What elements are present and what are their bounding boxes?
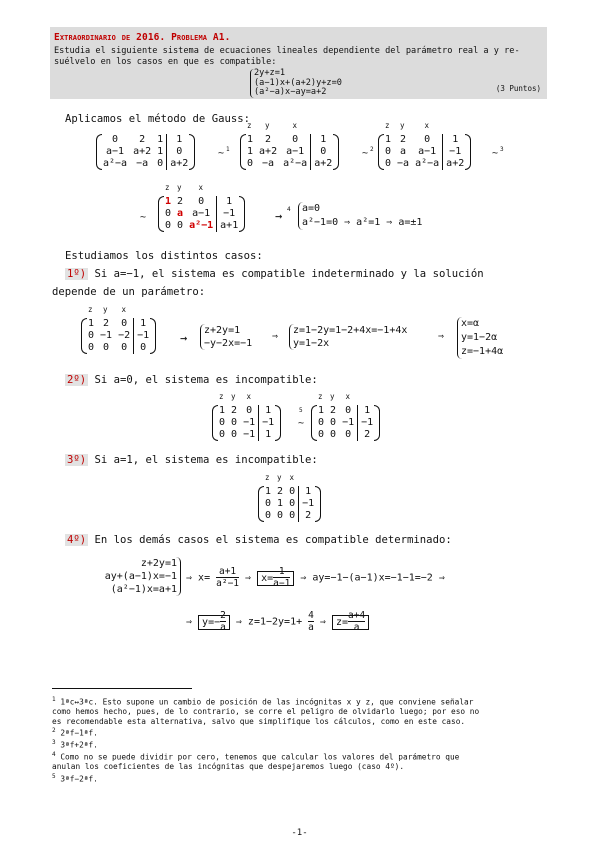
matrix-cell: 0 — [154, 158, 167, 170]
column-header: y — [277, 473, 282, 482]
case-4-line: 4º) En los demás casos el sistema es compatible determinado: — [67, 534, 452, 546]
matrix-cell: 0 — [286, 486, 299, 498]
column-header: y — [330, 392, 335, 401]
matrix-cell: −1 — [240, 417, 259, 429]
footnote-text: anulan los coeficientes de las incógnitas que despejaremos luego (caso 4º). — [52, 762, 405, 772]
matrix-cell: 2 — [265, 134, 272, 145]
matrix-cell: −1 — [361, 417, 374, 428]
case-2-number: 2º) — [67, 374, 87, 386]
matrix-cell: 0 — [88, 342, 95, 353]
matrix-row — [382, 158, 467, 170]
matrix-cell: 0 — [277, 510, 284, 521]
matrix-cell: 0 — [318, 429, 325, 440]
footnote-line — [52, 772, 552, 784]
matrix-cell: −1 — [137, 330, 150, 341]
matrix-row — [382, 146, 467, 158]
footnote-rule — [52, 688, 192, 689]
matrix-row — [262, 510, 317, 522]
matrix-cell: 0 — [320, 146, 327, 157]
matrix-cell: 1 — [226, 196, 233, 207]
case-2-matrix-b-wrap — [315, 392, 376, 441]
matrix-row — [85, 342, 152, 354]
matrix-cell: 0 — [219, 429, 226, 440]
matrix-cell: −1 — [262, 417, 275, 428]
column-header: z — [385, 121, 390, 130]
matrix-cell: 1 — [154, 134, 167, 146]
matrix-cell: 0 — [231, 417, 238, 428]
matrix-row — [162, 196, 241, 208]
matrix-cell: a+2 — [314, 158, 333, 169]
column-header: x — [198, 183, 204, 192]
footnote-line — [52, 738, 552, 750]
matrix-row — [315, 405, 376, 417]
gauss-matrix-4-wrap — [162, 183, 241, 232]
problem-header — [50, 27, 547, 99]
matrix-cell: 0 — [339, 429, 358, 441]
matrix-cell: −a — [262, 158, 275, 169]
case-1-line1: 1º) Si a=−1, el sistema es compatible indeterminado y la solución — [67, 268, 484, 280]
matrix-cell: a — [177, 208, 184, 219]
matrix-row — [85, 318, 152, 330]
matrix-cell: 1 — [364, 405, 371, 416]
matrix-cell: 1 — [176, 134, 183, 145]
matrix-cell: 0 — [112, 134, 119, 145]
case-4-number: 4º) — [67, 534, 87, 546]
matrix-cell: 1 — [318, 405, 325, 416]
footnote-line — [52, 750, 552, 762]
column-header: z — [318, 392, 323, 401]
matrix-cell: a²−a — [412, 158, 443, 170]
parameter-conditions: a=0 a²−1=0 ⇒ a²=1 ⇒ a=±1 — [298, 202, 422, 230]
matrix-cell: 0 — [231, 429, 238, 440]
footnote-text: 1ªc↔3ªc. Esto supone un cambio de posición de las incógnitas x y z, que conviene señalar — [60, 697, 474, 707]
case-1-solution: x=α y=1−2α z=−1+4α — [457, 317, 503, 359]
column-header: x — [289, 473, 295, 482]
matrix-cell: 2 — [330, 405, 337, 416]
matrix-cell: 1 — [265, 486, 272, 497]
matrix-row — [315, 429, 376, 441]
matrix-row — [162, 208, 241, 220]
gauss-matrix-2-wrap — [244, 121, 335, 170]
matrix-cell: 0 — [177, 220, 184, 231]
footnote-text: es recomendable esta alternativa, salvo que simplifique los cálculos, como en este caso. — [52, 716, 466, 726]
case-2-matrix-a — [216, 392, 277, 441]
column-header: x — [121, 305, 127, 314]
footnote-number: 3 — [52, 739, 56, 747]
matrix-cell: 1 — [247, 134, 254, 145]
matrix-cell: 1 — [140, 318, 147, 329]
footnote-text: 3ªf−2ªf. — [60, 774, 98, 784]
matrix-row — [100, 134, 191, 146]
matrix-cell: 1 — [385, 134, 392, 145]
matrix-cell: 0 — [240, 405, 259, 417]
matrix-cell: 0 — [412, 134, 443, 146]
matrix-cell: 0 — [286, 510, 299, 522]
column-header: x — [292, 121, 298, 130]
matrix-cell: 0 — [115, 342, 134, 354]
column-header: z — [219, 392, 224, 401]
matrix-row — [262, 486, 317, 498]
matrix-cell: 0 — [330, 417, 337, 428]
footnote-number: 2 — [52, 727, 56, 735]
matrix-row — [262, 498, 317, 510]
matrix-cell: 0 — [265, 498, 272, 509]
z-result-box: z= $\frac{a+4}{a}$ — [332, 615, 369, 630]
case-3-matrix — [262, 473, 317, 522]
matrix-cell: 2 — [277, 486, 284, 497]
matrix-cell: 0 — [165, 220, 172, 231]
matrix-cell: −1 — [339, 417, 358, 429]
matrix-cell: 2 — [139, 134, 146, 145]
matrix-row — [244, 158, 335, 170]
matrix-row — [162, 220, 241, 232]
matrix-cell: 1 — [247, 146, 254, 157]
matrix-cell: 1 — [219, 405, 226, 416]
column-header: y — [400, 121, 405, 130]
footnote-text: 2ªf−1ªf. — [60, 728, 98, 738]
matrix-cell: a−1 — [186, 208, 217, 220]
footnote-number: 1 — [52, 696, 56, 703]
matrix-cell: 0 — [265, 510, 272, 521]
matrix-cell: a²−1 — [186, 220, 217, 232]
matrix-cell: a+2 — [170, 158, 189, 169]
matrix-cell: 0 — [88, 330, 95, 341]
matrix-cell: 0 — [247, 158, 254, 169]
matrix-cell: −a — [136, 158, 149, 169]
matrix-cell: a — [400, 146, 407, 157]
footnote-number: 5 — [52, 772, 56, 780]
matrix-row — [382, 134, 467, 146]
matrix-cell: −1 — [100, 330, 113, 341]
footnote-text: Como no se puede dividir por cero, tenemos que calcular los valores del parámetro que — [60, 752, 460, 762]
case-1-matrix-wrap — [85, 305, 152, 354]
matrix-cell: 0 — [286, 498, 299, 510]
matrix-cell: 0 — [339, 405, 358, 417]
column-header: z — [265, 473, 270, 482]
matrix-cell: 0 — [176, 146, 183, 157]
matrix-cell: 2 — [305, 510, 312, 521]
matrix-cell: 0 — [385, 146, 392, 157]
gauss-intro: Aplicamos el método de Gauss: — [65, 113, 250, 125]
case-1-system-a: z+2y=1 −y−2x=−1 — [200, 324, 252, 350]
matrix-cell: 0 — [103, 342, 110, 353]
matrix-1 — [100, 134, 191, 170]
matrix-cell: 2 — [400, 134, 407, 145]
matrix-cell: a−1 — [412, 146, 443, 158]
page-number: -1- — [291, 828, 308, 838]
case-4-system: z+2y=1 ay+(a−1)x=−1 (a²−1)x=a+1 — [87, 557, 181, 596]
matrix-row — [244, 146, 335, 158]
matrix-cell: a−1 — [106, 146, 125, 157]
matrix-cell: 1 — [154, 146, 167, 158]
footnote-line — [52, 707, 552, 717]
case-1-system-b: z=1−2y=1−2+4x=−1+4x y=1−2x — [289, 324, 407, 350]
matrix-cell: 2 — [177, 196, 184, 207]
matrix-cell: a+2 — [446, 158, 465, 169]
case-2-matrix-a-wrap — [216, 392, 277, 441]
footnote-text: como hemos hecho, pues, de lo contrario, se corre el peligro de olvidarlo luego; por eso no — [52, 707, 480, 717]
problem-statement: Estudia el siguiente sistema de ecuaciones lineales dependiente del parámetro real a y re- suélvelo en los casos en que es compatible: — [54, 46, 520, 67]
matrix-4 — [162, 183, 241, 232]
points-label: (3 Puntos) — [495, 84, 541, 93]
footnote-line — [52, 726, 552, 738]
matrix-cell: 2 — [103, 318, 110, 329]
matrix-cell: 1 — [165, 196, 172, 207]
matrix-row — [315, 417, 376, 429]
matrix-cell: 2 — [364, 429, 371, 440]
column-header: x — [424, 121, 430, 130]
matrix-cell: 0 — [115, 318, 134, 330]
equation-system: 2y+z=1 (a−1)x+(a+2)y+z=0 (a²−a)x−ay=a+2 — [250, 69, 342, 98]
matrix-3 — [382, 121, 467, 170]
column-header: z — [247, 121, 252, 130]
column-header: x — [345, 392, 351, 401]
footnote-number: 4 — [52, 751, 56, 759]
matrix-row — [216, 429, 277, 441]
matrix-cell: 0 — [140, 342, 147, 353]
matrix-cell: 1 — [277, 498, 284, 509]
column-header: z — [165, 183, 170, 192]
matrix-cell: a−1 — [280, 146, 311, 158]
cases-intro: Estudiamos los distintos casos: — [65, 250, 263, 262]
column-header: x — [246, 392, 252, 401]
case-3-line: 3º) Si a=1, el sistema es incompatible: — [67, 454, 318, 466]
gauss-matrix-3-wrap — [382, 121, 467, 170]
footnotes — [52, 695, 552, 784]
matrix-cell: a²−a — [103, 158, 128, 169]
y-result-box: y=− $\frac{2}{a}$ — [198, 615, 230, 630]
matrix-row — [244, 134, 335, 146]
matrix-row — [85, 330, 152, 342]
case-3-number: 3º) — [67, 454, 87, 466]
column-header: y — [265, 121, 270, 130]
matrix-cell: 0 — [318, 417, 325, 428]
gauss-row-1 — [100, 134, 191, 170]
case-1-number: 1º) — [67, 268, 87, 280]
matrix-cell: 0 — [280, 134, 311, 146]
footnote-line — [52, 695, 552, 707]
footnote-line — [52, 717, 552, 727]
matrix-cell: a+1 — [220, 220, 239, 231]
case-2-matrix-b — [315, 392, 376, 441]
footnote-text: 3ªf+2ªf. — [60, 740, 98, 750]
matrix-cell: −a — [397, 158, 410, 169]
matrix-cell: 1 — [452, 134, 459, 145]
matrix-cell: a+2 — [133, 146, 152, 157]
matrix-cell: 0 — [385, 158, 392, 169]
column-header: y — [103, 305, 108, 314]
matrix-cell: −2 — [115, 330, 134, 342]
matrix-cell: 1 — [305, 486, 312, 497]
column-header: y — [231, 392, 236, 401]
column-header: z — [88, 305, 93, 314]
matrix-row — [100, 146, 191, 158]
matrix-cell: 0 — [330, 429, 337, 440]
case-1-matrix — [85, 305, 152, 354]
matrix-cell: a+2 — [259, 146, 278, 157]
footnote-line — [52, 762, 552, 772]
matrix-cell: 1 — [265, 429, 272, 440]
problem-title: Extraordinario de 2016. Problema A1. — [54, 32, 231, 43]
case-3-matrix-wrap — [262, 473, 317, 522]
matrix-cell: 0 — [219, 417, 226, 428]
matrix-cell: 0 — [165, 208, 172, 219]
matrix-cell: −1 — [240, 429, 259, 441]
case-2-line: 2º) Si a=0, el sistema es incompatible: — [67, 374, 318, 386]
matrix-cell: 2 — [231, 405, 238, 416]
matrix-cell: 1 — [88, 318, 95, 329]
matrix-row — [216, 405, 277, 417]
matrix-cell: −1 — [223, 208, 236, 219]
matrix-row — [100, 158, 191, 170]
matrix-cell: −1 — [449, 146, 462, 157]
matrix-cell: a²−a — [280, 158, 311, 170]
case-1-line2: depende de un parámetro: — [52, 286, 206, 298]
matrix-row — [216, 417, 277, 429]
column-header: y — [177, 183, 182, 192]
matrix-cell: −1 — [302, 498, 315, 509]
case-4-x-derivation: ⇒ x= $\frac{a+1}{\text{a²−1}}$ ⇒ x= $\frac{1}{a-1}$ ⇒ ay=−1−(a−1)x=−1−1=−2 ⇒ — [186, 566, 445, 589]
case-4-yz-derivation: ⇒ y=− $\frac{2}{a}$ ⇒ z=1−2y=1+ $\frac{4}{a}$ ⇒ z= $\frac{a+4}{a}$ — [186, 610, 369, 633]
x-result-box: x= $\frac{1}{a-1}$ — [257, 571, 294, 586]
matrix-cell: 1 — [265, 405, 272, 416]
matrix-2 — [244, 121, 335, 170]
matrix-cell: 1 — [320, 134, 327, 145]
matrix-cell: 0 — [186, 196, 217, 208]
